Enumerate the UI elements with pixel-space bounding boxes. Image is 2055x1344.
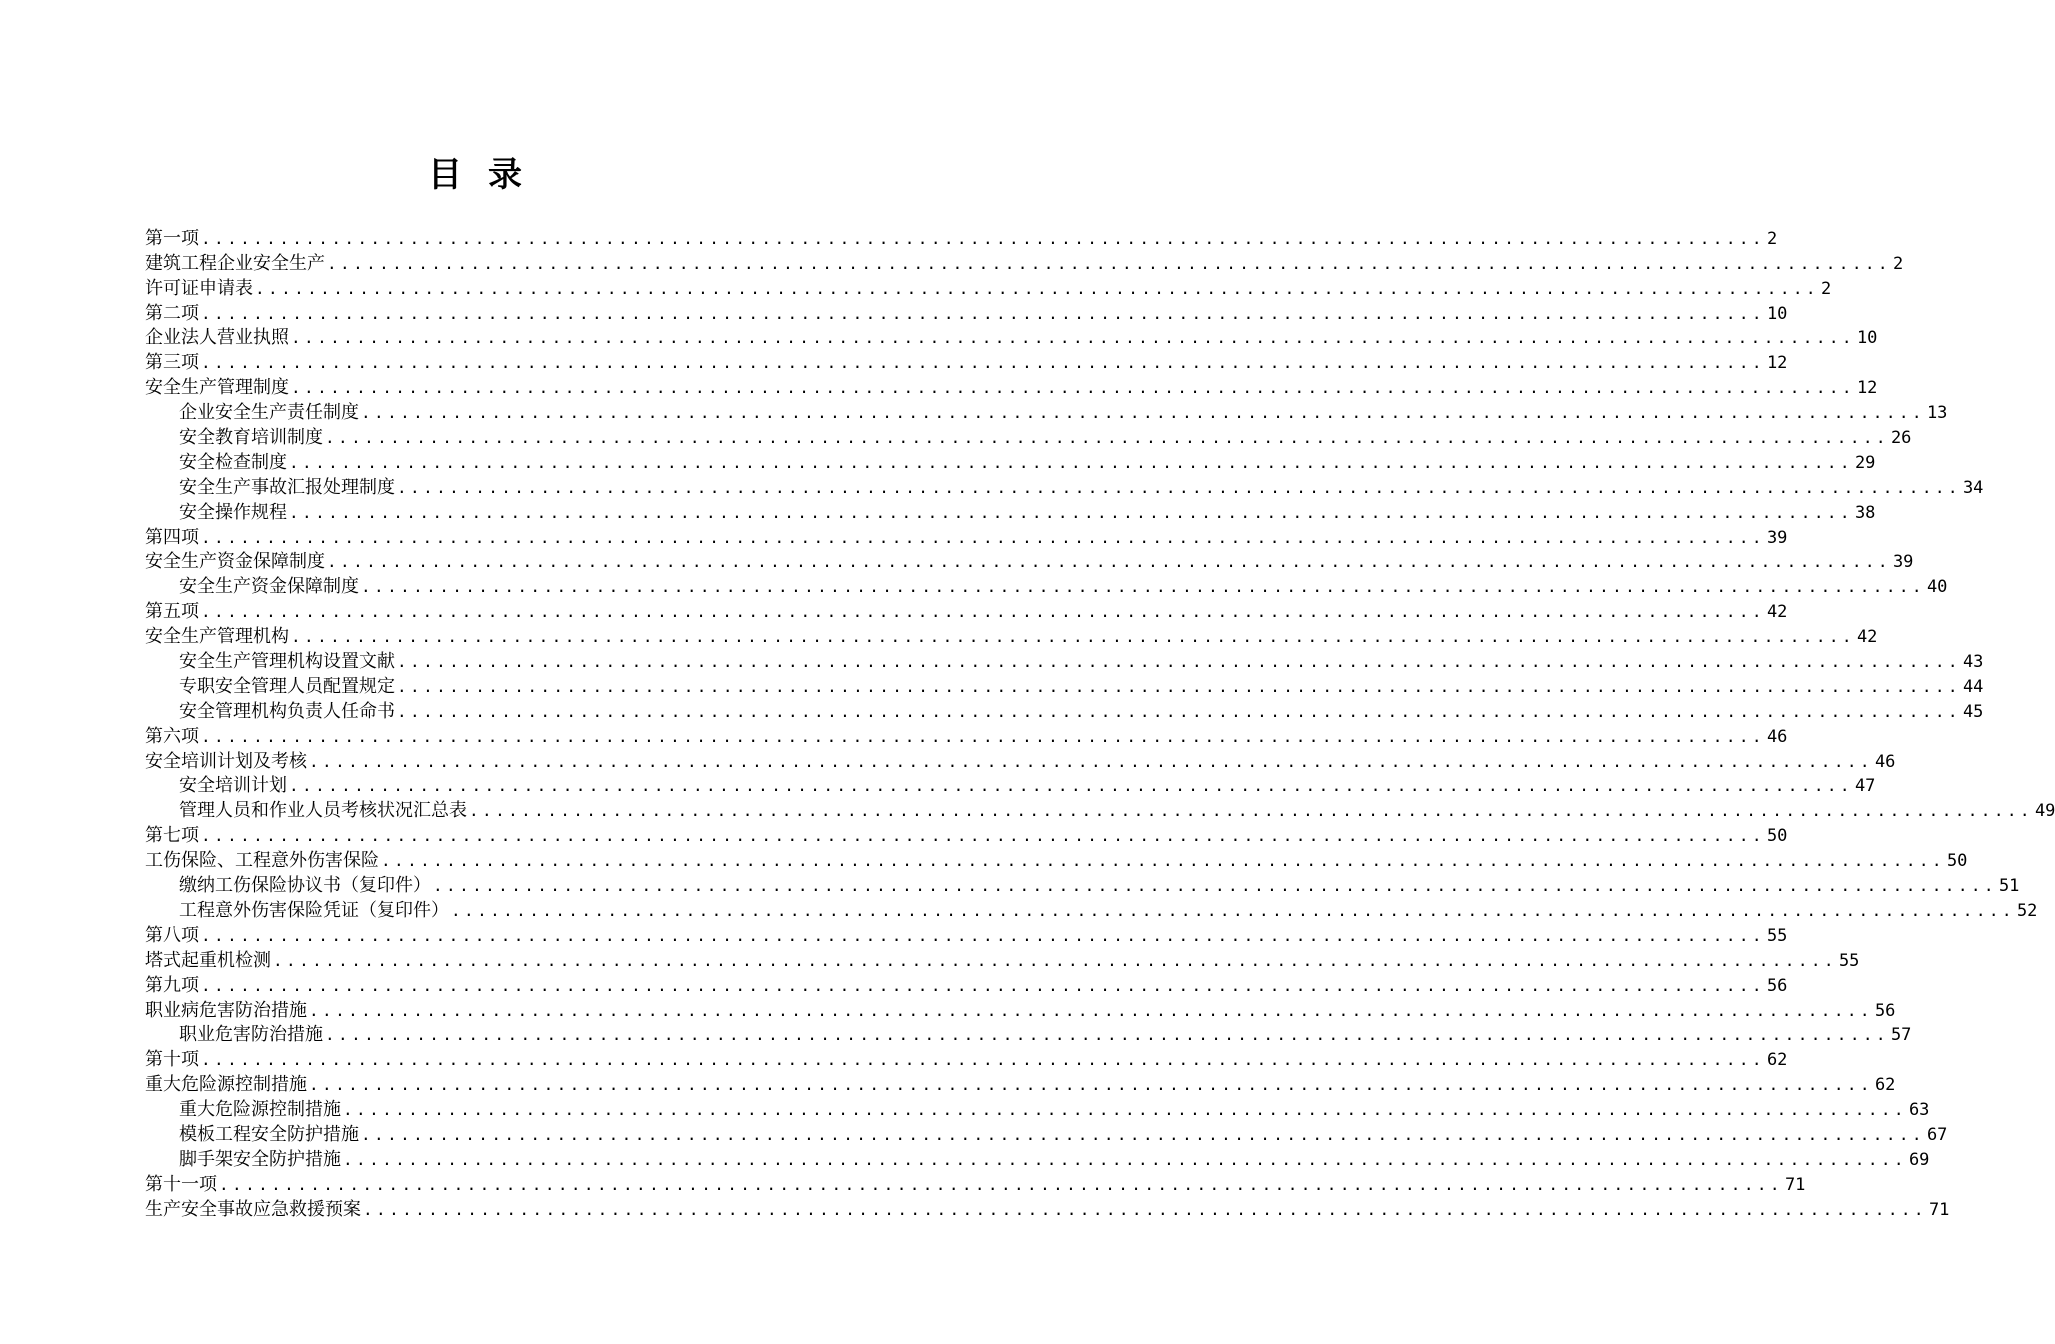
toc-entry-page-number: 50 — [1946, 851, 1968, 872]
toc-entry-title: 第一项 — [145, 227, 199, 249]
toc-dot-leader: ........................................................................................................................ — [343, 1100, 1907, 1120]
toc-dot-leader: ........................................................................................................................ — [291, 328, 1855, 348]
toc-entry[interactable] — [145, 225, 1778, 250]
toc-entry-page-number: 55 — [1838, 950, 1860, 971]
toc-entry-page-number: 45 — [1962, 701, 1984, 722]
toc-entry-title: 生产安全事故应急救援预案 — [145, 1198, 361, 1220]
toc-entry-title: 安全生产资金保障制度 — [179, 576, 359, 598]
toc-dot-leader: ........................................................................................................................ — [289, 776, 1853, 796]
toc-entry[interactable] — [145, 424, 1912, 449]
toc-entry[interactable] — [145, 773, 1876, 798]
toc-entry[interactable] — [145, 250, 1904, 275]
toc-entry-title: 建筑工程企业安全生产 — [145, 252, 325, 274]
toc-entry[interactable] — [145, 872, 2020, 897]
toc-entry[interactable] — [145, 374, 1878, 399]
toc-dot-leader: ........................................................................................................................ — [309, 751, 1873, 771]
toc-dot-leader: ........................................................................................................................ — [289, 502, 1853, 522]
toc-entry-page-number: 67 — [1926, 1124, 1948, 1145]
toc-dot-leader: ........................................................................................................................ — [325, 1025, 1889, 1045]
toc-entry-page-number: 44 — [1962, 676, 1984, 697]
toc-entry-page-number: 57 — [1890, 1025, 1912, 1046]
toc-dot-leader: ........................................................................................................................ — [451, 900, 2015, 920]
toc-entry-title: 许可证申请表 — [145, 277, 253, 299]
toc-entry-title: 企业法人营业执照 — [145, 327, 289, 349]
toc-entry[interactable] — [145, 1096, 1930, 1121]
toc-dot-leader: ........................................................................................................................ — [397, 652, 1961, 672]
toc-entry-title: 职业危害防治措施 — [179, 1024, 323, 1046]
toc-entry-page-number: 49 — [2034, 801, 2055, 822]
toc-entry-page-number: 62 — [1766, 1050, 1788, 1071]
toc-entry-page-number: 43 — [1962, 652, 1984, 673]
toc-entry[interactable] — [145, 499, 1876, 524]
toc-entry[interactable] — [145, 449, 1876, 474]
toc-entry-page-number: 46 — [1874, 751, 1896, 772]
toc-entry-page-number: 2 — [1820, 278, 1832, 299]
toc-entry-page-number: 12 — [1766, 353, 1788, 374]
toc-entry-page-number: 50 — [1766, 826, 1788, 847]
toc-entry-title: 安全生产管理机构 — [145, 626, 289, 648]
toc-entry[interactable] — [145, 1046, 1788, 1071]
toc-entry[interactable] — [145, 822, 1788, 847]
toc-entry-page-number: 34 — [1962, 477, 1984, 498]
toc-entry-title: 安全生产资金保障制度 — [145, 551, 325, 573]
toc-entry[interactable] — [145, 399, 1948, 424]
toc-dot-leader: ........................................................................................................................ — [327, 253, 1891, 273]
toc-dot-leader: ........................................................................................................................ — [325, 428, 1889, 448]
toc-entry-page-number: 26 — [1890, 428, 1912, 449]
toc-dot-leader: ........................................................................................................................ — [255, 278, 1819, 298]
toc-dot-leader: ........................................................................................................................ — [309, 1075, 1873, 1095]
toc-entry-page-number: 71 — [1784, 1174, 1806, 1195]
toc-entry[interactable] — [145, 648, 1984, 673]
toc-entry-title: 第七项 — [145, 825, 199, 847]
toc-dot-leader: ........................................................................................................................ — [433, 876, 1997, 896]
toc-entry[interactable] — [145, 1196, 1950, 1221]
toc-entry[interactable] — [145, 325, 1878, 350]
toc-entry-title: 第六项 — [145, 725, 199, 747]
toc-entry[interactable] — [145, 1121, 1948, 1146]
toc-entry-title: 脚手架安全防护措施 — [179, 1148, 341, 1170]
toc-dot-leader: ........................................................................................................................ — [201, 975, 1765, 995]
toc-entry-page-number: 2 — [1766, 228, 1778, 249]
toc-entry-title: 第十一项 — [145, 1173, 217, 1195]
toc-entry[interactable] — [145, 524, 1788, 549]
toc-entry[interactable] — [145, 847, 1968, 872]
toc-entry[interactable] — [145, 947, 1860, 972]
toc-entry-page-number: 12 — [1856, 378, 1878, 399]
toc-entry-page-number: 62 — [1874, 1075, 1896, 1096]
toc-entry-title: 企业安全生产责任制度 — [179, 402, 359, 424]
toc-entry[interactable] — [145, 972, 1788, 997]
toc-entry[interactable] — [145, 748, 1896, 773]
toc-entry-page-number: 51 — [1998, 876, 2020, 897]
toc-entry-title: 第二项 — [145, 302, 199, 324]
toc-dot-leader: ........................................................................................................................ — [397, 676, 1961, 696]
toc-entry-page-number: 42 — [1856, 627, 1878, 648]
toc-entry-title: 安全管理机构负责人任命书 — [179, 700, 395, 722]
toc-entry-title: 重大危险源控制措施 — [179, 1099, 341, 1121]
toc-entry[interactable] — [145, 623, 1878, 648]
toc-entry[interactable] — [145, 723, 1788, 748]
toc-entry-page-number: 42 — [1766, 602, 1788, 623]
toc-dot-leader: ........................................................................................................................ — [201, 228, 1765, 248]
toc-dot-leader: ........................................................................................................................ — [361, 1124, 1925, 1144]
toc-entry-page-number: 13 — [1926, 403, 1948, 424]
toc-entry-title: 安全培训计划及考核 — [145, 750, 307, 772]
toc-entry[interactable] — [145, 275, 1832, 300]
toc-dot-leader: ........................................................................................................................ — [273, 950, 1837, 970]
toc-entry-title: 塔式起重机检测 — [145, 949, 271, 971]
toc-entry-title: 工伤保险、工程意外伤害保险 — [145, 850, 379, 872]
toc-entry[interactable] — [145, 897, 2038, 922]
toc-entry-title: 安全生产事故汇报处理制度 — [179, 476, 395, 498]
toc-entry[interactable] — [145, 673, 1984, 698]
toc-entry-page-number: 56 — [1766, 975, 1788, 996]
toc-entry[interactable] — [145, 922, 1788, 947]
toc-entry-title: 安全培训计划 — [179, 775, 287, 797]
toc-dot-leader: ........................................................................................................................ — [361, 577, 1925, 597]
toc-entry-title: 第九项 — [145, 974, 199, 996]
toc-dot-leader: ........................................................................................................................ — [219, 1174, 1783, 1194]
toc-entry-title: 重大危险源控制措施 — [145, 1074, 307, 1096]
toc-entry-page-number: 47 — [1854, 776, 1876, 797]
toc-entry[interactable] — [145, 1071, 1896, 1096]
toc-entry[interactable] — [145, 474, 1984, 499]
toc-entry-page-number: 52 — [2016, 900, 2038, 921]
toc-entry-page-number: 56 — [1874, 1000, 1896, 1021]
toc-entry-title: 安全操作规程 — [179, 501, 287, 523]
toc-dot-leader: ........................................................................................................................ — [327, 552, 1891, 572]
toc-entry[interactable] — [145, 997, 1896, 1022]
toc-dot-leader: ........................................................................................................................ — [397, 701, 1961, 721]
toc-dot-leader: ........................................................................................................................ — [381, 851, 1945, 871]
toc-entry-page-number: 55 — [1766, 925, 1788, 946]
toc-entry-page-number: 39 — [1766, 527, 1788, 548]
toc-entry-title: 管理人员和作业人员考核状况汇总表 — [179, 800, 467, 822]
toc-dot-leader: ........................................................................................................................ — [397, 477, 1961, 497]
toc-entry-page-number: 40 — [1926, 577, 1948, 598]
toc-entry-title: 第四项 — [145, 526, 199, 548]
toc-entry[interactable] — [145, 573, 1948, 598]
toc-entry-page-number: 2 — [1892, 253, 1904, 274]
toc-entry-page-number: 71 — [1928, 1199, 1950, 1220]
toc-dot-leader: ........................................................................................................................ — [201, 303, 1765, 323]
toc-entry[interactable] — [145, 598, 1788, 623]
toc-dot-leader: ........................................................................................................................ — [363, 1199, 1927, 1219]
toc-dot-leader: ........................................................................................................................ — [201, 826, 1765, 846]
toc-entry[interactable] — [145, 1146, 1930, 1171]
toc-entry-title: 模板工程安全防护措施 — [179, 1123, 359, 1145]
toc-entry[interactable] — [145, 1171, 1806, 1196]
toc-entry-title: 缴纳工伤保险协议书（复印件） — [179, 875, 431, 897]
toc-dot-leader: ........................................................................................................................ — [291, 627, 1855, 647]
page-title: 目录 — [428, 155, 548, 195]
toc-entry-page-number: 10 — [1856, 328, 1878, 349]
toc-entry[interactable] — [145, 349, 1788, 374]
toc-dot-leader: ........................................................................................................................ — [201, 726, 1765, 746]
toc-entry-title: 第五项 — [145, 601, 199, 623]
table-of-contents — [145, 225, 2055, 1221]
toc-entry-title: 第三项 — [145, 352, 199, 374]
toc-entry[interactable] — [145, 797, 2055, 822]
toc-entry-title: 工程意外伤害保险凭证（复印件） — [179, 899, 449, 921]
toc-entry-page-number: 10 — [1766, 303, 1788, 324]
toc-dot-leader: ........................................................................................................................ — [309, 1000, 1873, 1020]
toc-entry-page-number: 69 — [1908, 1149, 1930, 1170]
toc-dot-leader: ........................................................................................................................ — [469, 801, 2033, 821]
toc-entry-title: 专职安全管理人员配置规定 — [179, 675, 395, 697]
toc-entry[interactable] — [145, 1022, 1912, 1047]
toc-dot-leader: ........................................................................................................................ — [201, 353, 1765, 373]
toc-dot-leader: ........................................................................................................................ — [289, 452, 1853, 472]
toc-dot-leader: ........................................................................................................................ — [361, 403, 1925, 423]
toc-dot-leader: ........................................................................................................................ — [201, 925, 1765, 945]
toc-dot-leader: ........................................................................................................................ — [201, 602, 1765, 622]
toc-dot-leader: ........................................................................................................................ — [343, 1149, 1907, 1169]
toc-dot-leader: ........................................................................................................................ — [201, 1050, 1765, 1070]
toc-entry[interactable] — [145, 549, 1914, 574]
toc-entry-title: 安全教育培训制度 — [179, 427, 323, 449]
toc-entry-title: 第八项 — [145, 924, 199, 946]
toc-dot-leader: ........................................................................................................................ — [291, 378, 1855, 398]
toc-entry-page-number: 39 — [1892, 552, 1914, 573]
toc-entry-page-number: 38 — [1854, 502, 1876, 523]
toc-entry-page-number: 46 — [1766, 726, 1788, 747]
toc-entry-title: 安全检查制度 — [179, 451, 287, 473]
toc-entry-title: 第十项 — [145, 1049, 199, 1071]
toc-entry-title: 安全生产管理机构设置文献 — [179, 651, 395, 673]
toc-entry[interactable] — [145, 698, 1984, 723]
toc-dot-leader: ........................................................................................................................ — [201, 527, 1765, 547]
toc-entry-page-number: 29 — [1854, 452, 1876, 473]
toc-entry[interactable] — [145, 300, 1788, 325]
toc-entry-title: 安全生产管理制度 — [145, 377, 289, 399]
toc-entry-page-number: 63 — [1908, 1100, 1930, 1121]
toc-entry-title: 职业病危害防治措施 — [145, 999, 307, 1021]
